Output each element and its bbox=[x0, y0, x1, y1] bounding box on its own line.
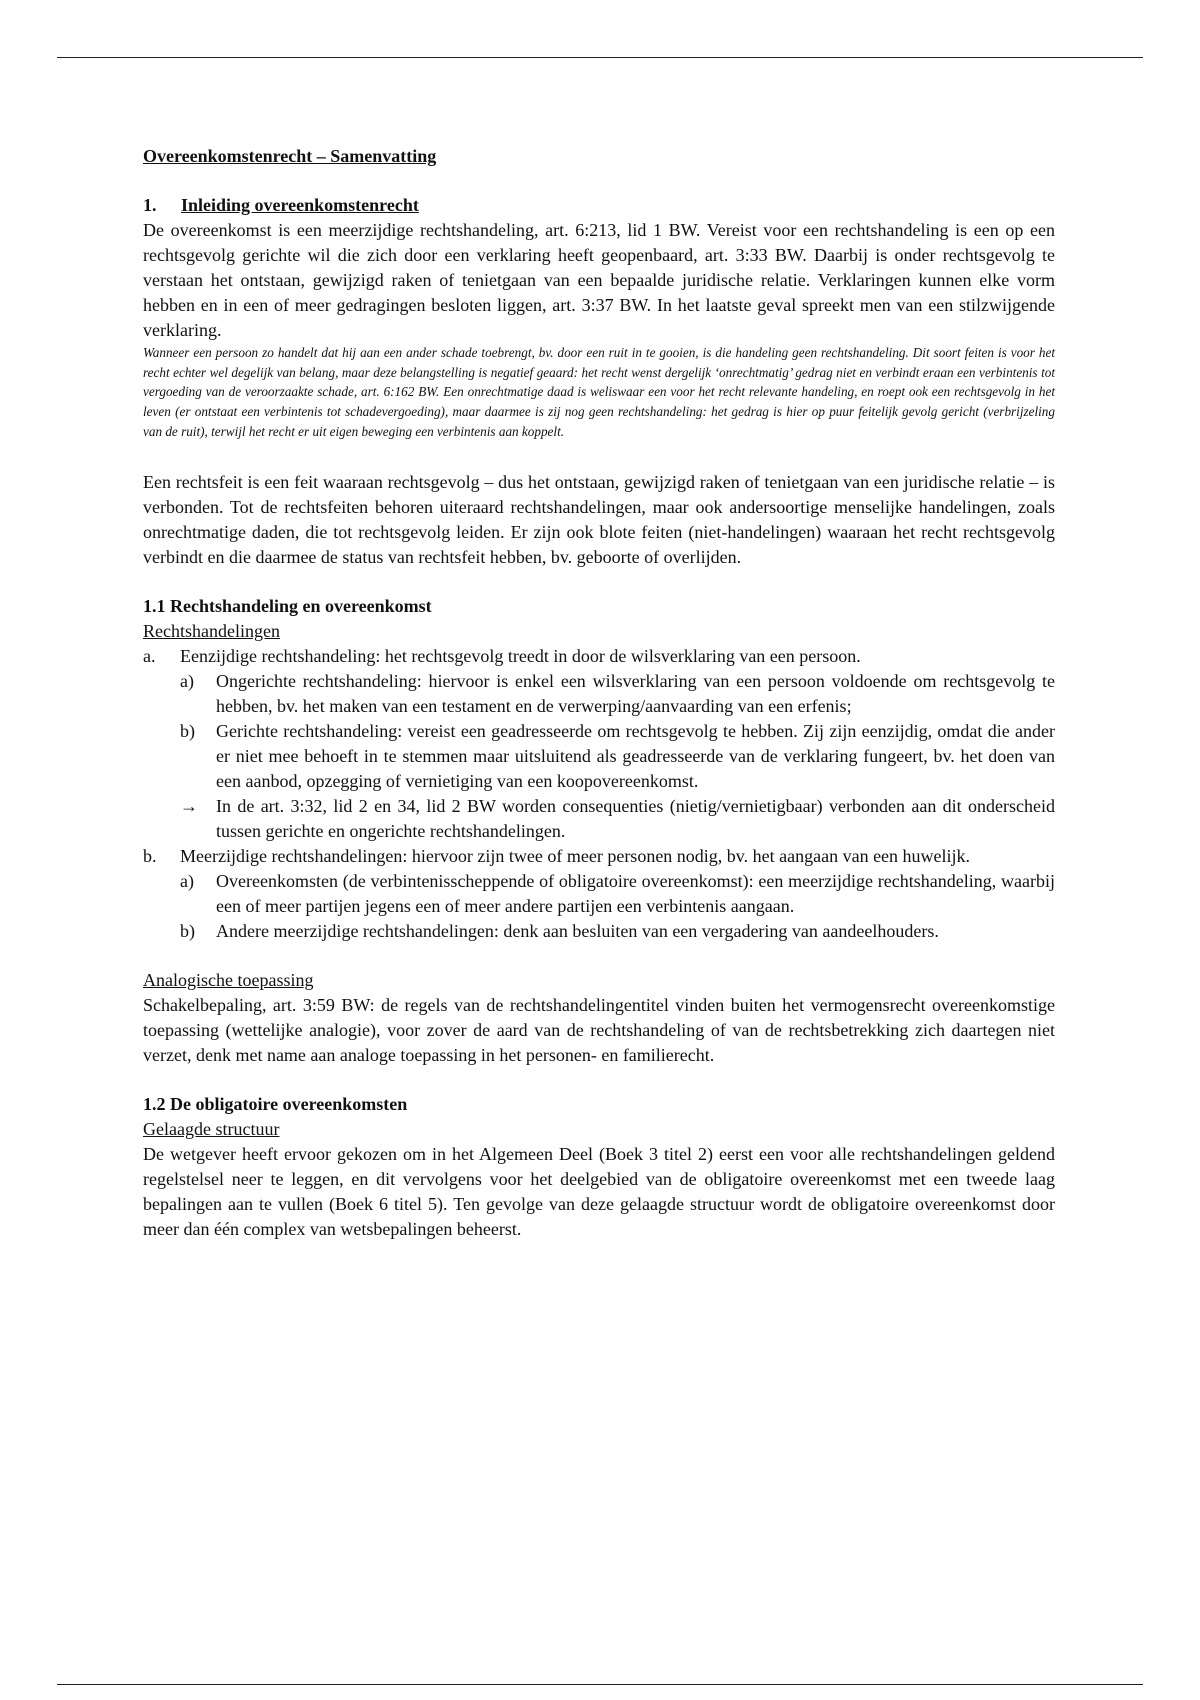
footer-rule bbox=[57, 1684, 1143, 1685]
list-item-text: Eenzijdige rechtshandeling: het rechtsgevolg treedt in door de wilsverklaring van een persoon. bbox=[180, 645, 861, 666]
list-item-text: In de art. 3:32, lid 2 en 34, lid 2 BW worden consequenties (nietig/vernietigbaar) verbonden aan dit onderscheid tussen gerichte en ongerichte rechtshandelingen. bbox=[216, 795, 1055, 841]
list-item bbox=[180, 869, 1055, 919]
list-item-text: Meerzijdige rechtshandelingen: hiervoor zijn twee of meer personen nodig, bv. het aangaan van een huwelijk. bbox=[180, 845, 971, 866]
section-1-2-heading: 1.2 De obligatoire overeenkomsten bbox=[143, 1093, 408, 1114]
document-title: Overeenkomstenrecht – Samenvatting bbox=[143, 146, 437, 166]
list-item-text: Andere meerzijdige rechtshandelingen: denk aan besluiten van een vergadering van aandeelhouders. bbox=[216, 920, 939, 941]
section-1-paragraph-2: Een rechtsfeit is een feit waaraan rechtsgevolg – dus het ontstaan, gewijzigd raken of tenietgaan van een juridische relatie – is verbonden. Tot de rechtsfeiten behoren uiteraard rechtshandelingen, maar ook andersoortige menselijke handelingen, zoals onrechtmatige daden, die tot rechtsgevolg leiden. Er zijn ook blote feiten (niet-handelingen) waaraan het recht rechtsgevolg verbindt en die daarmee de status van rechtsfeit hebben, bv. geboorte of overlijden. bbox=[143, 471, 1055, 567]
list-marker: a) bbox=[180, 670, 194, 691]
list-item-b bbox=[143, 844, 1055, 869]
subheading-gelaagde-structuur: Gelaagde structuur bbox=[143, 1118, 280, 1139]
list-marker: a. bbox=[143, 645, 156, 666]
list-marker: b. bbox=[143, 845, 157, 866]
section-1-title: Inleiding overeenkomstenrecht bbox=[181, 195, 419, 215]
arrow-icon: → bbox=[180, 795, 198, 816]
section-1-1-heading: 1.1 Rechtshandeling en overeenkomst bbox=[143, 595, 432, 616]
section-1-heading bbox=[143, 193, 1055, 218]
document-body bbox=[143, 144, 1055, 1242]
list-item-text: Overeenkomsten (de verbintenisscheppende of obligatoire overeenkomst): een meerzijdige rechtshandeling, waarbij een of meer partijen jegens een of meer andere partijen een verbintenis aangaan. bbox=[216, 870, 1055, 916]
list-item bbox=[180, 669, 1055, 719]
header-rule bbox=[57, 57, 1143, 58]
list-item bbox=[180, 719, 1055, 794]
section-1-number: 1. bbox=[143, 195, 157, 215]
subheading-analogische-toepassing: Analogische toepassing bbox=[143, 969, 314, 990]
list-marker: a) bbox=[180, 870, 194, 891]
list-item-arrow bbox=[180, 794, 1055, 844]
list-item bbox=[180, 919, 1055, 944]
list-item-a bbox=[143, 644, 1055, 669]
subheading-rechtshandelingen: Rechtshandelingen bbox=[143, 620, 280, 641]
analogische-paragraph: Schakelbepaling, art. 3:59 BW: de regels van de rechtshandelingentitel vinden buiten het vermogensrecht overeenkomstige toepassing (wettelijke analogie), voor zover de aard van de rechtshandeling of van de rechtsbetrekking zich daartegen niet verzet, denk met name aan analoge toepassing in het personen- en familierecht. bbox=[143, 994, 1055, 1065]
list-item-text: Ongerichte rechtshandeling: hiervoor is enkel een wilsverklaring van een persoon voldoende om rechtsgevolg te hebben, bv. het maken van een testament en de verwerping/aanvaarding van een erfenis; bbox=[216, 670, 1055, 716]
list-marker: b) bbox=[180, 920, 195, 941]
list-item-text: Gerichte rechtshandeling: vereist een geadresseerde om rechtsgevolg te hebben. Zij zijn eenzijdig, omdat die ander er niet mee behoeft in te stemmen maar uitsluitend als geadresseerde van de verklaring fungeert, bv. het doen van een aanbod, opzegging of vernietiging van een koopovereenkomst. bbox=[216, 720, 1055, 791]
gelaagde-paragraph: De wetgever heeft ervoor gekozen om in het Algemeen Deel (Boek 3 titel 2) eerst een voor alle rechtshandelingen geldend regelstelsel neer te leggen, en dit vervolgens voor het deelgebied van de obligatoire overeenkomst met een tweede laag bepalingen aan te vullen (Boek 6 titel 5). Ten gevolge van deze gelaagde structuur wordt de obligatoire overeenkomst door meer dan één complex van wetsbepalingen beheerst. bbox=[143, 1143, 1055, 1239]
section-1-note: Wanneer een persoon zo handelt dat hij aan een ander schade toebrengt, bv. door een ruit in te gooien, is die handeling geen rechtshandeling. Dit soort feiten is voor het recht echter wel degelijk van belang, maar deze belangstelling is negatief geaard: het recht wenst dergelijk ‘onrechtmatig’ gedrag niet en verbindt eraan een verbintenis tot vergoeding van de veroorzaakte schade, art. 6:162 BW. Een onrechtmatige daad is weliswaar een voor het recht relevante handeling, en roept ook een rechtsgevolg in het leven (er ontstaat een verbintenis tot schadevergoeding), maar daarmee is zij nog geen rechtshandeling: het gedrag is hier op puur feitelijk gevolg gericht (verbrijzeling van de ruit), terwijl het recht er uit eigen beweging een verbintenis aan koppelt. bbox=[143, 345, 1055, 439]
section-1-paragraph-1: De overeenkomst is een meerzijdige rechtshandeling, art. 6:213, lid 1 BW. Vereist voor een rechtshandeling is een op een rechtsgevolg gerichte wil die zich door een verklaring heeft geopenbaard, art. 3:33 BW. Daarbij is onder rechtsgevolg te verstaan het ontstaan, gewijzigd raken of tenietgaan van een bepaalde juridische relatie. Verklaringen kunnen elke vorm hebben en in een of meer gedragingen besloten liggen, art. 3:37 BW. In het laatste geval spreekt men van een stilzwijgende verklaring. bbox=[143, 220, 1055, 340]
list-marker: b) bbox=[180, 720, 195, 741]
